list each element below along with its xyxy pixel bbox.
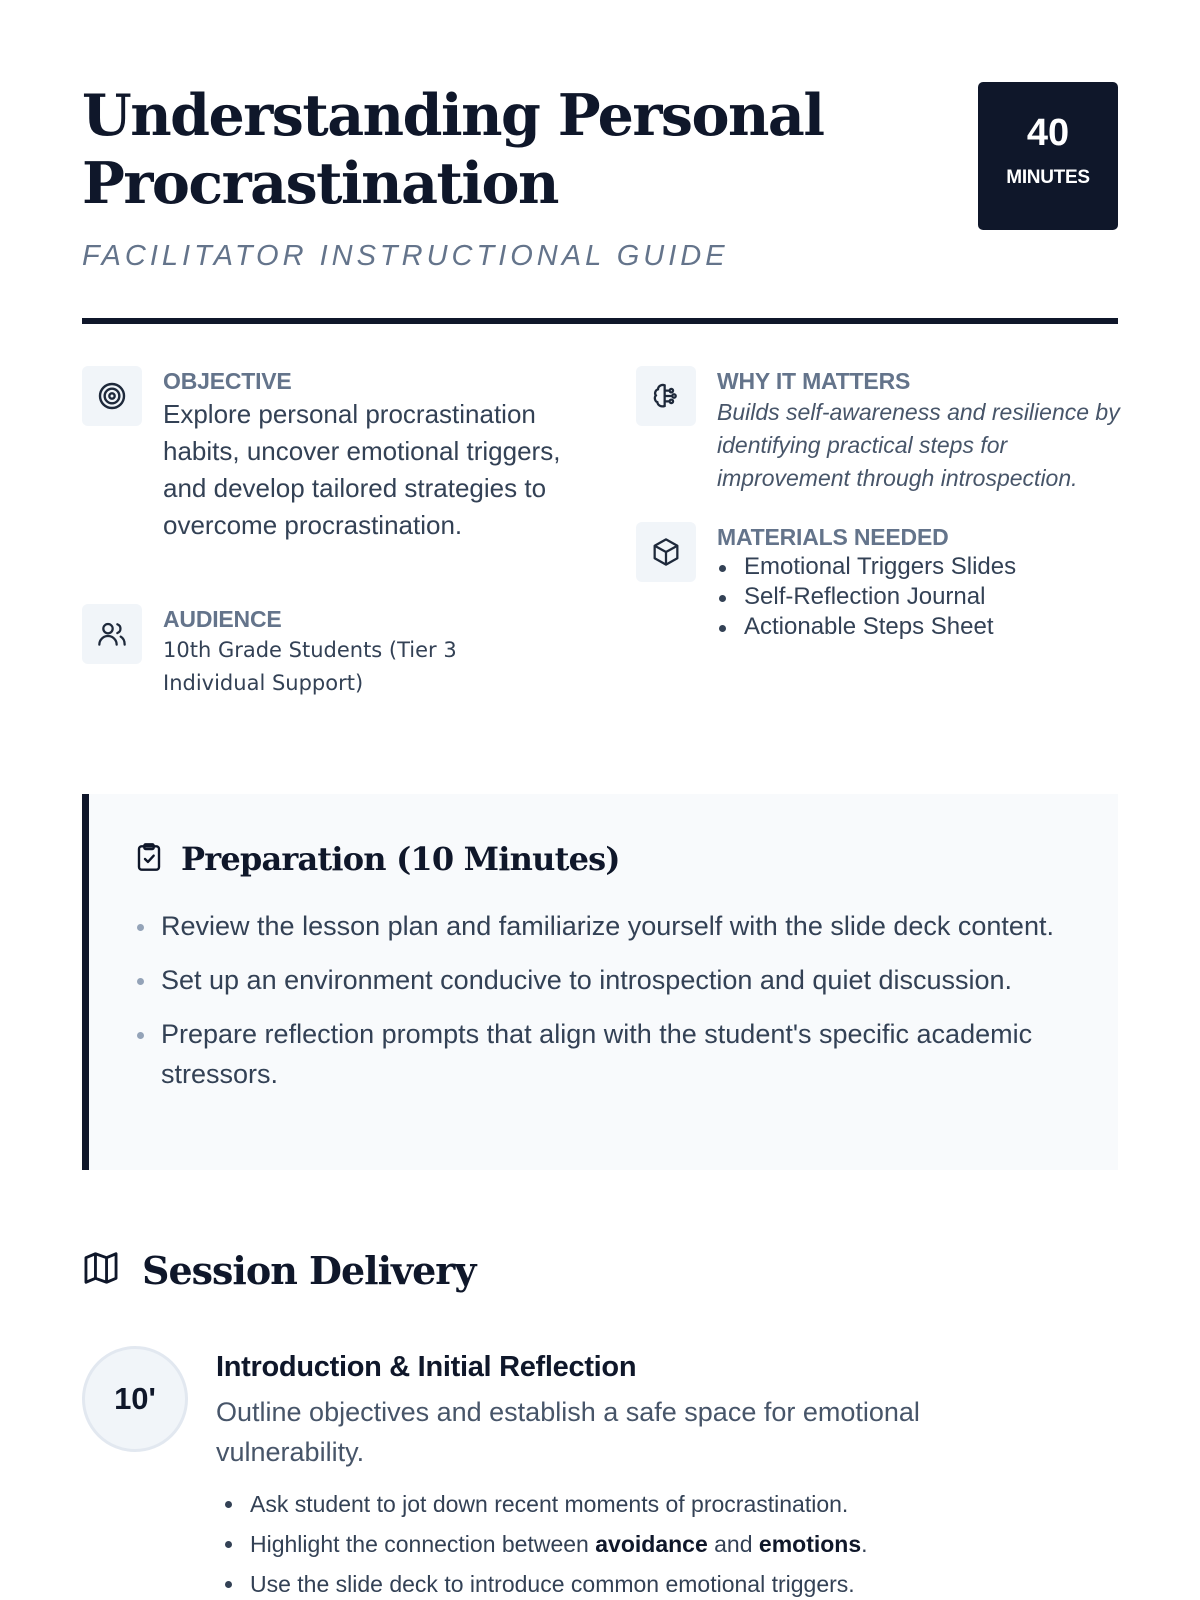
list-item-text: . bbox=[861, 1531, 868, 1557]
list-item: Actionable Steps Sheet bbox=[717, 612, 1016, 642]
materials-list bbox=[717, 552, 1016, 642]
step-description: Outline objectives and establish a safe space for emotional vulnerability. bbox=[216, 1397, 920, 1467]
materials-block bbox=[636, 522, 1116, 662]
users-icon bbox=[82, 604, 142, 664]
brain-icon bbox=[636, 366, 696, 426]
list-item-text: and bbox=[707, 1531, 759, 1557]
list-item: Use the slide deck to introduce common emotional triggers. bbox=[216, 1564, 1036, 1600]
emphasis-emotions: emotions bbox=[758, 1531, 862, 1557]
objective-text: Explore personal procrastination habits, uncover emotional triggers, and develop tailored strategies to overcome procrastination. bbox=[163, 399, 561, 540]
audience-label: AUDIENCE bbox=[163, 606, 282, 632]
list-item-text: Highlight the connection between bbox=[250, 1531, 596, 1557]
page-subtitle: FACILITATOR INSTRUCTIONAL GUIDE bbox=[82, 240, 729, 272]
header bbox=[82, 0, 1118, 324]
list-item: Ask student to jot down recent moments of procrastination. bbox=[216, 1484, 1036, 1524]
why-text: Builds self-awareness and resilience by identifying practical steps for improvement through introspection. bbox=[717, 399, 1120, 491]
why-block bbox=[636, 366, 1120, 506]
list-item: Self-Reflection Journal bbox=[717, 582, 1016, 612]
box-icon bbox=[636, 522, 696, 582]
audience-text: 10th Grade Students (Tier 3 Individual Support) bbox=[163, 638, 457, 695]
list-item: Emotional Triggers Slides bbox=[717, 552, 1016, 582]
target-icon bbox=[82, 366, 142, 426]
session-title: Session Delivery bbox=[142, 1247, 476, 1293]
duration-unit: MINUTES bbox=[1006, 167, 1090, 188]
session-step bbox=[82, 1346, 1118, 1600]
duration-number: 40 bbox=[1026, 112, 1070, 154]
map-icon bbox=[82, 1249, 142, 1292]
info-grid bbox=[82, 324, 1118, 794]
preparation-title: Preparation (10 Minutes) bbox=[181, 840, 620, 878]
objective-label: OBJECTIVE bbox=[163, 368, 292, 394]
objective-block bbox=[82, 366, 602, 576]
step-title: Introduction & Initial Reflection bbox=[216, 1351, 637, 1383]
step-time-badge: 10' bbox=[82, 1346, 188, 1452]
why-label: WHY IT MATTERS bbox=[717, 368, 911, 394]
step-list bbox=[216, 1484, 1036, 1600]
preparation-list bbox=[133, 906, 1078, 1094]
duration-badge bbox=[978, 82, 1118, 230]
emphasis-avoidance: avoidance bbox=[595, 1531, 708, 1557]
list-item: Set up an environment conducive to introspection and quiet discussion. bbox=[133, 960, 1093, 1000]
page-title: Understanding Personal Procrastination bbox=[82, 82, 824, 217]
preparation-panel bbox=[82, 794, 1118, 1170]
clipboard-check-icon bbox=[133, 841, 181, 878]
list-item: Review the lesson plan and familiarize yourself with the slide deck content. bbox=[133, 906, 1093, 946]
list-item bbox=[216, 1524, 1036, 1564]
materials-label: MATERIALS NEEDED bbox=[717, 524, 949, 550]
list-item: Prepare reflection prompts that align with the student's specific academic stressors. bbox=[133, 1014, 1093, 1094]
session-section bbox=[82, 1240, 1118, 1600]
audience-block bbox=[82, 604, 602, 714]
